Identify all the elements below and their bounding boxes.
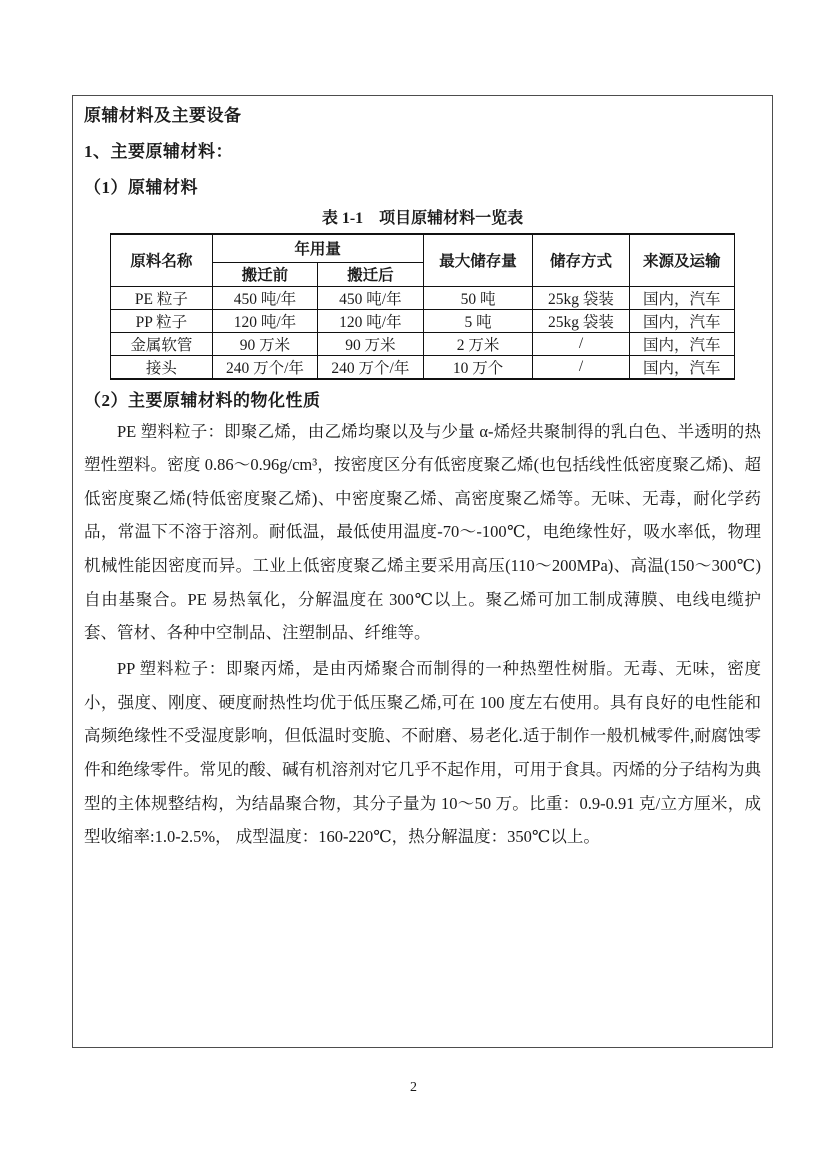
cell-after: 120 吨/年: [318, 309, 423, 332]
cell-method: 25kg 袋装: [533, 286, 629, 309]
header-material: 原料名称: [111, 234, 213, 286]
cell-max: 5 吨: [423, 309, 533, 332]
cell-method: /: [533, 332, 629, 355]
cell-before: 120 吨/年: [212, 309, 317, 332]
table-header-row-top: [111, 234, 735, 262]
cell-before: 450 吨/年: [212, 286, 317, 309]
cell-before: 90 万米: [212, 332, 317, 355]
header-after-move: 搬迁后: [318, 262, 423, 286]
subsection-heading-raw-materials: （1）原辅材料: [84, 178, 198, 197]
cell-after: 240 万个/年: [318, 355, 423, 379]
cell-after: 450 吨/年: [318, 286, 423, 309]
table-row: [111, 332, 735, 355]
materials-table: [110, 233, 735, 380]
table-row: [111, 309, 735, 332]
content-border-box: [72, 95, 773, 1048]
header-before-move: 搬迁前: [212, 262, 317, 286]
paragraph-pp-properties: PP 塑料粒子：即聚丙烯，是由丙烯聚合而制得的一种热塑性树脂。无毒、无味，密度小，强度、刚度、硬度耐热性均优于低压聚乙烯,可在 100 度左右使用。具有良好的电性能和高频绝缘性不受湿度影响，但低温时变脆、不耐磨、易老化.适于制作一般机械零件,耐腐蚀零件和绝缘零件。常见的酸、碱有机溶剂对它几乎不起作用，可用于食具。丙烯的分子结构为典型的主体规整结构，为结晶聚合物，其分子量为 10～50 万。比重：0.9-0.91 克/立方厘米，成型收缩率:1.0-2.5%， 成型温度：160-220℃，热分解温度：350℃以上。: [84, 659, 761, 847]
cell-max: 2 万米: [423, 332, 533, 355]
table-caption: 表 1-1 项目原辅材料一览表: [321, 210, 524, 227]
header-annual-usage: 年用量: [212, 234, 423, 262]
cell-max: 10 万个: [423, 355, 533, 379]
cell-source: 国内，汽车: [629, 286, 734, 309]
page-number: 2: [410, 1080, 417, 1095]
cell-material: 金属软管: [111, 332, 213, 355]
table-row: [111, 286, 735, 309]
cell-material: 接头: [111, 355, 213, 379]
cell-source: 国内，汽车: [629, 309, 734, 332]
cell-source: 国内，汽车: [629, 332, 734, 355]
cell-material: PP 粒子: [111, 309, 213, 332]
header-source-transport: 来源及运输: [629, 234, 734, 286]
document-title: 原辅材料及主要设备: [84, 106, 242, 125]
cell-max: 50 吨: [423, 286, 533, 309]
cell-method: /: [533, 355, 629, 379]
table-row: [111, 355, 735, 379]
header-max-storage: 最大储存量: [423, 234, 533, 286]
header-storage-method: 储存方式: [533, 234, 629, 286]
cell-after: 90 万米: [318, 332, 423, 355]
section-heading-main-materials: 1、主要原辅材料：: [84, 142, 233, 161]
paragraph-pe-properties: PE 塑料粒子：即聚乙烯，由乙烯均聚以及与少量 α-烯烃共聚制得的乳白色、半透明的热塑性塑料。密度 0.86～0.96g/cm³，按密度区分有低密度聚乙烯(也包括线性低密度聚乙烯)、超低密度聚乙烯(特低密度聚乙烯)、中密度聚乙烯、高密度聚乙烯等。无味、无毒，耐化学药品，常温下不溶于溶剂。耐低温，最低使用温度-70～-100℃，电绝缘性好，吸水率低，物理机械性能因密度而异。工业上低密度聚乙烯主要采用高压(110～200MPa)、高温(150～300℃)自由基聚合。PE 易热氧化，分解温度在 300℃以上。聚乙烯可加工制成薄膜、电线电缆护套、管材、各种中空制品、注塑制品、纤维等。: [84, 421, 761, 643]
cell-before: 240 万个/年: [212, 355, 317, 379]
cell-material: PE 粒子: [111, 286, 213, 309]
cell-method: 25kg 袋装: [533, 309, 629, 332]
subsection-heading-phys-chem-properties: （2）主要原辅材料的物化性质: [84, 390, 321, 410]
cell-source: 国内，汽车: [629, 355, 734, 379]
